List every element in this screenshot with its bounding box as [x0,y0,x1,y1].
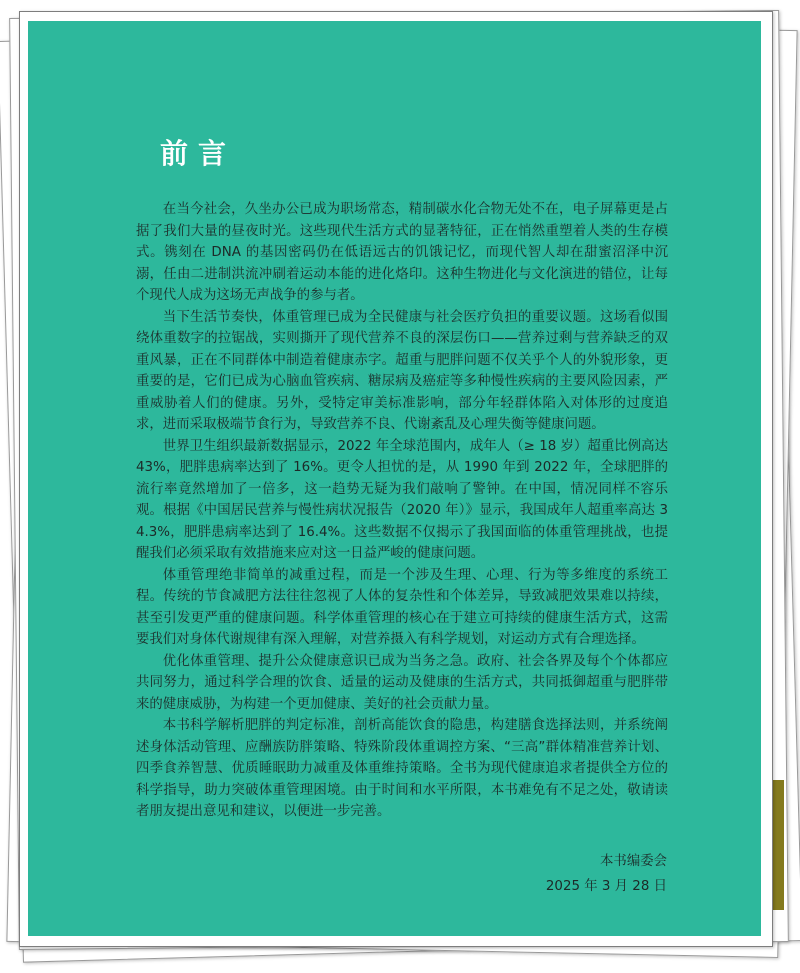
signature-date: 2025 年 3 月 28 日 [545,879,667,894]
paragraph: 体重管理绝非简单的减重过程，而是一个涉及生理、心理、行为等多维度的系统工程。传统的节食减肥方法往往忽视了人体的复杂性和个体差异，导致减肥效果难以持续，甚至引发更严重的健康问题。科学体重管理的核心在于建立可持续的健康生活方式，这需要我们对身体代谢规律有深入理解，对营养摄入有科学规划，对运动方式有合理选择。 [136,567,668,647]
page-title: 前言 [160,137,237,170]
paragraph: 本书科学解析肥胖的判定标准，剖析高能饮食的隐患，构建膳食选择法则，并系统阐述身体活动管理、应酬族防胖策略、特殊阶段体重调控方案、“三高”群体精准营养计划、四季食养智慧、优质睡眠助力减重及体重维持策略。全书为现代健康追求者提供全方位的科学指导，助力突破体重管理困境。由于时间和水平所限，本书难免有不足之处，敬请读者朋友提出意见和建议，以便进一步完善。 [136,718,668,819]
signature: 本书编委会 [600,854,667,869]
paragraph: 优化体重管理、提升公众健康意识已成为当务之急。政府、社会各界及每个个体都应共同努力，通过科学合理的饮食、适量的运动及健康的生活方式，共同抵御超重与肥胖带来的健康威胁，为构建一个更加健康、美好的社会贡献力量。 [136,653,668,712]
paragraph: 世界卫生组织最新数据显示，2022 年全球范围内，成年人（≥ 18 岁）超重比例高达 43%，肥胖患病率达到了 16%。更令人担忧的是，从 1990 年到 2022 年，全球肥胖的流行率竟然增加了一倍多，这一趋势无疑为我们敲响了警钟。在中国，情况同样不容乐观。根据《中国居民营养与慢性病状况报告（2020 年）》显示，我国成年人超重率高达 34.3%，肥胖患病率达到了 16.4%。这些数据不仅揭示了我国面临的体重管理挑战，也提醒我们必须采取有效措施来应对这一日益严峻的健康问题。 [136,438,668,561]
preface-body [136,199,668,823]
paper-stack-edge [772,780,784,910]
paragraph: 当下生活节奏快，体重管理已成为全民健康与社会医疗负担的重要议题。这场看似围绕体重数字的拉锯战，实则撕开了现代营养不良的深层伤口——营养过剩与营养缺乏的双重风暴，正在不同群体中制造着健康赤字。超重与肥胖问题不仅关乎个人的外貌形象，更重要的是，它们已成为心脑血管疾病、糖尿病及癌症等多种慢性疾病的主要风险因素，严重威胁着人们的健康。另外，受特定审美标准影响，部分年轻群体陷入对体形的过度追求，进而采取极端节食行为，导致营养不良、代谢紊乱及心理失衡等健康问题。 [136,309,668,432]
paragraph: 在当今社会，久坐办公已成为职场常态，精制碳水化合物无处不在，电子屏幕更是占据了我们大量的昼夜时光。这些现代生活方式的显著特征，正在悄然重塑着人类的生存模式。镌刻在 DNA 的基因密码仍在低语远古的饥饿记忆，而现代智人却在甜蜜沼泽中沉溺，任由二进制洪流冲刷着运动本能的进化烙印。这种生物进化与文化演进的错位，让每个现代人成为这场无声战争的参与者。 [136,202,668,303]
